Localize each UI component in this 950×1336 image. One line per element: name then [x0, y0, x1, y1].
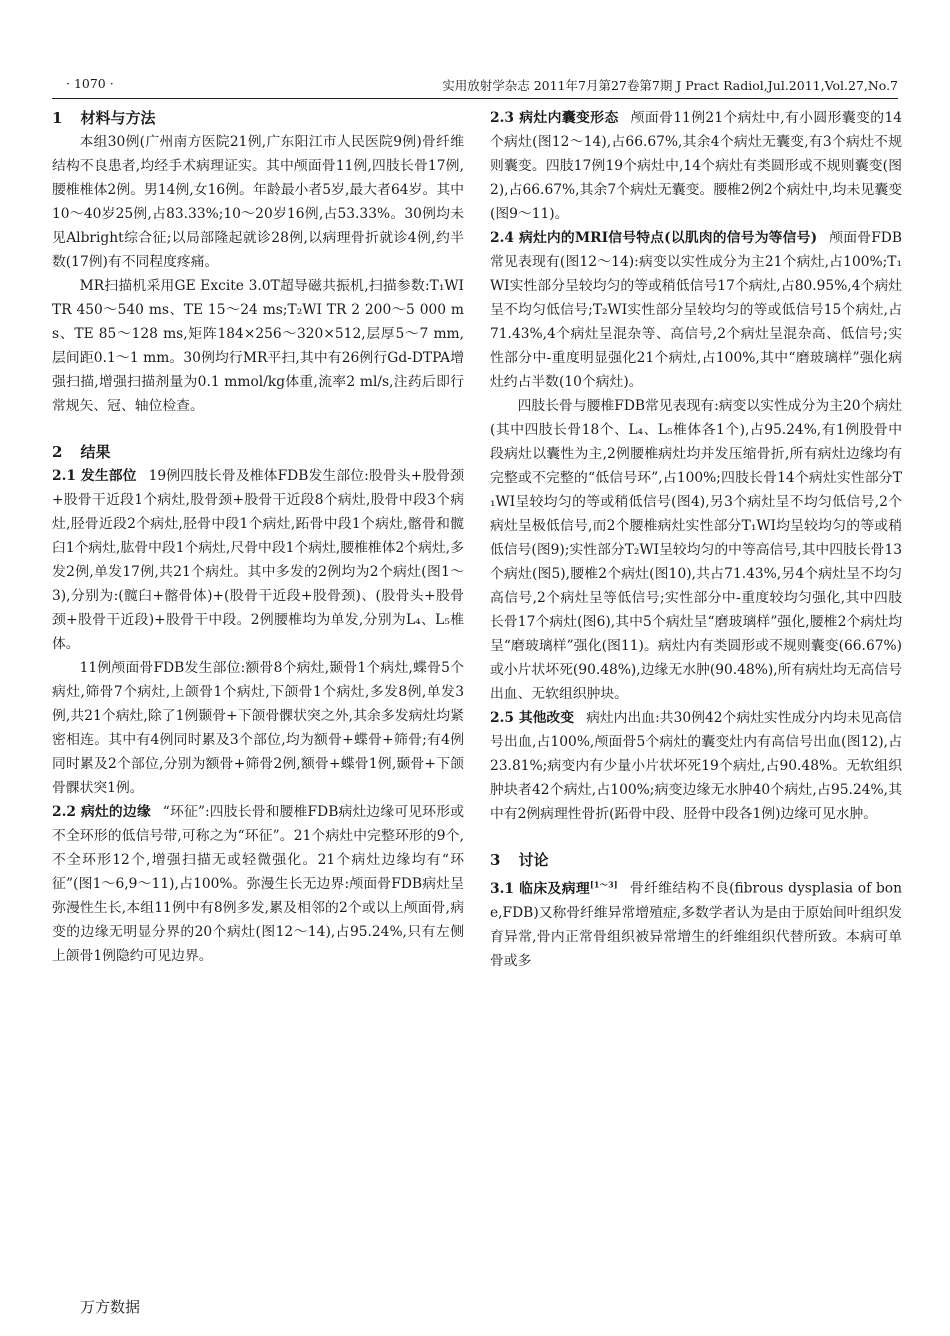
paragraph: 四肢长骨与腰椎FDB常见表现有:病变以实性成分为主20个病灶(其中四肢长骨18个、L₄、L₅椎体各1个),占95.24%,有1例股骨中段病灶以囊性为主,2例腰椎病灶均并发压缩骨折,所有病灶边缘均有完整或不完整的“低信号环”,占100%;四肢长骨14个病灶实性部分T₁WI呈较均匀的等或稍低信号(图4),另3个病灶呈不均匀低信号,2个病灶呈极低信号,而2个腰椎病灶实性部分T₁WI均呈较均匀的等或稍低信号(图9);实性部分T₂WI呈较均匀的中等高信号,其中四肢长骨13个病灶(图5),腰椎2个病灶(图10),共占71.43%,另4个病灶呈不均匀高信号,2个病灶呈等低信号;实性部分中-重度较均匀强化,其中四肢长骨17个病灶(图6),其中5个病灶呈“磨玻璃样”强化,腰椎2个病灶均呈“磨玻璃样”强化(图11)。病灶内有类圆形或不规则囊变(66.67%)或小片状坏死(90.48%),边缘无水肿(90.48%),所有病灶均无高信号出血、无软组织肿块。	[490, 398, 902, 702]
section-heading-discussion: 3 讨论	[490, 851, 549, 869]
subsection-2-2: 2.2 病灶的边缘 “环征”:四肢长骨和腰椎FDB病灶边缘可见环形或不全环形的低信号带,可称之为“环征”。21个病灶中完整环形的9个,不全环形12个,增强扫描无或轻微强化。21个病灶边缘均有“环征”(图1～6,9～11),占100%。弥漫生长无边界:颅面骨FDB病灶呈弥漫性生长,本组11例中有8例多发,累及相邻的2个或以上颅面骨,病变的边缘无明显分界的20个病灶(图12～14),占95.24%,只有左侧上颌骨1例隐约可见边界。	[52, 804, 464, 964]
citation-ref: [1～3]	[590, 879, 618, 889]
running-header	[52, 76, 898, 99]
subsection-2-4: 2.4 病灶内的MRI信号特点(以肌肉的信号为等信号) 颅面骨FDB常见表现有(图12～14):病变以实性成分为主21个病灶,占100%;T₁WI实性部分呈较均匀的等或稍低信号17个病灶,占80.95%,4个病灶呈不均匀低信号;T₂WI实性部分呈较均匀的等或低信号15个病灶,占71.43%,4个病灶呈混杂等、高信号,2个病灶呈混杂高、低信号;实性部分中-重度明显强化21个病灶,占100%,其中“磨玻璃样”强化病灶约占半数(10个病灶)。	[490, 230, 902, 390]
right-column	[490, 106, 902, 973]
section-heading-methods: 1 材料与方法	[52, 109, 156, 127]
journal-citation: 实用放射学杂志 2011年7月第27卷第7期 J Pract Radiol,Jul.2011,Vol.27,No.7	[442, 78, 898, 93]
section-heading-results: 2 结果	[52, 443, 111, 461]
paragraph: 11例颅面骨FDB发生部位:额骨8个病灶,颞骨1个病灶,蝶骨5个病灶,筛骨7个病灶,上颌骨1个病灶,下颌骨1个病灶,多发8例,单发3例,共21个病灶,除了1例颞骨+下颌骨髁状突之外,其余多发病灶均紧密相连。其中有4例同时累及3个部位,均为额骨+蝶骨+筛骨;有4例同时累及2个部位,分别为额骨+筛骨2例,额骨+蝶骨1例,颞骨+下颌骨髁状突1例。	[52, 660, 464, 796]
page-number: · 1070 ·	[66, 76, 114, 91]
subsection-2-5: 2.5 其他改变 病灶内出血:共30例42个病灶实性成分内均未见高信号出血,占100%,颅面骨5个病灶的囊变灶内有高信号出血(图12),占23.81%;病变内有少量小片状坏死19个病灶,占90.48%。无软组织肿块者42个病灶,占100%;病变边缘无水肿40个病灶,占95.24%,其中有2例病理性骨折(跖骨中段、胫骨中段各1例)边缘可见水肿。	[490, 710, 903, 822]
paragraph: MR扫描机采用GE Excite 3.0T超导磁共振机,扫描参数:T₁WI TR 450～540 ms、TE 15～24 ms;T₂WI TR 2 200～5 000 ms、TE 85～128 ms,矩阵184×256～320×512,层厚5～7 mm,层间距0.1～1 mm。30例均行MR平扫,其中有26例行Gd-DTPA增强扫描,增强扫描剂量为0.1 mmol/kg体重,流率2 ml/s,注药后即行常规矢、冠、轴位检查。	[52, 278, 464, 414]
subsection-3-1: 3.1 临床及病理[1～3] 骨纤维结构不良(fibrous dysplasia of bone,FDB)又称骨纤维异常增殖症,多数学者认为是由于原始间叶组织发育异常,骨内正常骨组织被异常增生的纤维组织代替所致。本病可单骨或多	[490, 879, 903, 969]
subsection-2-3: 2.3 病灶内囊变形态 颅面骨11例21个病灶中,有小圆形囊变的14个病灶(图12～14),占66.67%,其余4个病灶无囊变,有3个病灶不规则囊变。四肢17例19个病灶中,14个病灶有类圆形或不规则囊变(图2),占66.67%,其余7个病灶无囊变。腰椎2例2个病灶中,均未见囊变(图9～11)。	[490, 110, 902, 222]
left-column	[52, 106, 464, 968]
footer-watermark: 万方数据	[80, 1298, 141, 1316]
paragraph: 本组30例(广州南方医院21例,广东阳江市人民医院9例)骨纤维结构不良患者,均经手术病理证实。其中颅面骨11例,四肢长骨17例,腰椎椎体2例。男14例,女16例。年龄最小者5岁,最大者64岁。其中10～40岁25例,占83.33%;10～20岁16例,占53.33%。30例均未见Albright综合征;以局部隆起就诊28例,以病理骨折就诊4例,约半数(17例)有不同程度疼痛。	[52, 134, 464, 270]
subsection-2-1: 2.1 发生部位 19例四肢长骨及椎体FDB发生部位:股骨头+股骨颈+股骨干近段1个病灶,股骨颈+股骨干近段8个病灶,股骨中段3个病灶,胫骨近段2个病灶,胫骨中段1个病灶,跖骨中段1个病灶,髂骨和髋臼1个病灶,肱骨中段1个病灶,尺骨中段1个病灶,腰椎椎体2个病灶,多发2例,单发17例,共21个病灶。其中多发的2例均为2个病灶(图1～3),分别为:(髋臼+髂骨体)+(股骨干近段+股骨颈)、(股骨头+股骨颈+股骨干近段)+股骨干中段。2例腰椎均为单发,分别为L₄、L₅椎体。	[52, 468, 464, 652]
